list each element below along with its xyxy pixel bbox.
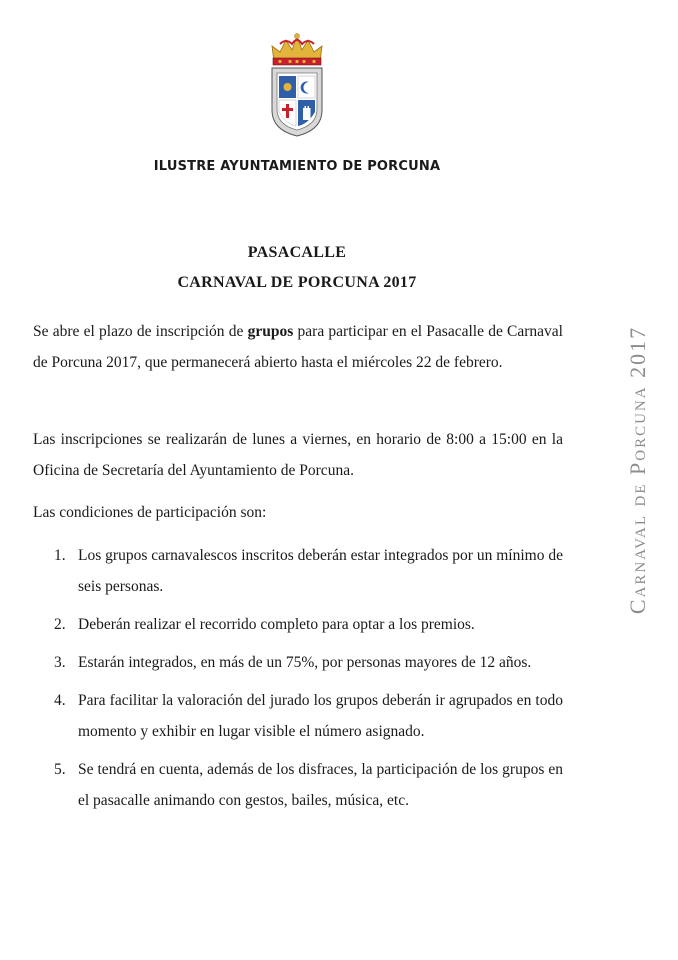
list-item-text: Deberán realizar el recorrido completo para optar a los premios. [78,616,475,633]
list-item-number: 2. [54,616,66,633]
list-item-number: 3. [54,654,66,671]
list-item-number: 4. [54,692,66,709]
list-item-number: 5. [54,761,66,778]
list-item-text: Para facilitar la valoración del jurado los grupos deberán ir agrupados en todo momento y exhibir en lugar visible el número asignado. [78,692,563,740]
paragraph-registration [33,316,563,378]
list-item [33,647,563,678]
list-item-number: 1. [54,547,66,564]
coat-of-arms-logo [266,32,328,138]
conditions-list [33,540,563,823]
document-heading-line1: PASACALLE [247,244,347,261]
list-item [33,540,563,602]
organization-title: ILUSTRE AYUNTAMIENTO DE PORCUNA [153,159,441,174]
list-item [33,754,563,816]
shield-icon [272,68,322,136]
side-banner-text: Carnaval de Porcuna 2017 [625,325,650,615]
list-item-text: Se tendrá en cuenta, además de los disfraces, la participación de los grupos en el pasacalle animando con gestos, bailes, música, etc. [78,761,563,809]
crown-icon [272,34,322,66]
list-item-text: Los grupos carnavalescos inscritos deberán estar integrados por un mínimo de seis personas. [78,547,563,595]
paragraph-conditions-intro: Las condiciones de participación son: [33,504,267,521]
list-item [33,685,563,747]
list-item [33,609,563,640]
paragraph-registration-after: para participar en el Pasacalle de Carnaval de Porcuna 2017, que permanecerá abierto hasta el miércoles 22 de febrero. [33,323,563,371]
paragraph-registration-before: Se abre el plazo de inscripción de [33,323,248,340]
list-item-text: Estarán integrados, en más de un 75%, por personas mayores de 12 años. [78,654,532,671]
paragraph-schedule: Las inscripciones se realizarán de lunes a viernes, en horario de 8:00 a 15:00 en la Oficina de Secretaría del Ayuntamiento de Porcuna. [33,431,563,479]
paragraph-registration-bold: grupos [247,323,294,340]
document-heading-line2: CARNAVAL DE PORCUNA 2017 [177,274,417,291]
